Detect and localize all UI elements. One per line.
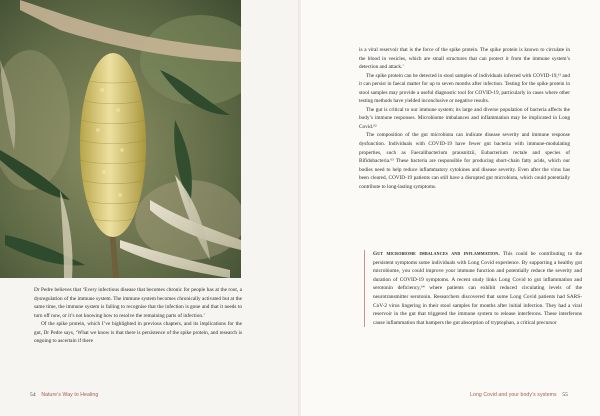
body-paragraph: is a viral reservoir that is the force of the spike protein. The spike protein is known to circulate in the blood in vesicles, which are small structures that can protect it from the immune system’s detection and attack.’ xyxy=(359,47,570,71)
body-paragraph: Dr Pedre believes that ‘Every infectious disease that becomes chronic for people has at the root, a dysregulation of the immune system. The immune system becomes chronically activated but at the same time, the immune system is failing to recognise that the infection is gone and that it needs to turn off now, or it’s not knowing how to resolve the remaining parts of infection.’ xyxy=(34,287,242,319)
sidebar-box xyxy=(364,250,582,327)
book-title: Nature’s Way to Healing xyxy=(41,392,99,398)
sidebar-text: This could be contributing to the persistent symptoms some individuals with Long Covid experience. By supporting a healthy gut microbiome, you could improve your immune function and potentially reduce the severity and duration of COVID-19 symptoms. A recent study links Long Covid to gut inflammation and serotonin deficiency,⁶⁴ where patients can exhibit reduced circulating levels of the neurotransmitter serotonin. Researchers discovered that some Long Covid patients had SARS-CoV-2 virus lingering in their stool samples for months after initial infection. They had a viral reservoir in the gut that triggered the immune system to release interferons. These interferons cause inflammation that hampers the gut absorption of tryptophan, a critical precursor xyxy=(373,251,582,326)
banksia-flower-photo xyxy=(0,0,241,278)
right-folio xyxy=(470,392,572,398)
body-paragraph: Of the spike protein, which I’ve highlighted in previous chapters, and its implications for the gut, Dr Pedre says, ‘What we know is that there is persistence of the spike protein, and research is ongoing to ascertain if there xyxy=(34,321,242,345)
body-paragraph: The composition of the gut microbiota can indicate disease severity and immune response dysfunction. Individuals with COVID-19 have fewer gut bacteria with immune-modulating properties, such as Faecalibacterium prausnitzii, Eubacterium rectale and species of Bifidobacteria.⁶³ These bacteria are responsible for producing short-chain fatty acids, which our bodies need to help reduce inflammatory cytokines and disease severity. Even after the virus has been cleared, COVID-19 patients can still have a disrupted gut microbiota, which could potentially contribute to long-lasting symptoms. xyxy=(359,132,570,190)
body-paragraph: The gut is critical to our immune system; its large and diverse population of bacteria affects the body’s immune responses. Microbiome imbalances and inflammation may be implicated in Long Covid.⁶² xyxy=(359,106,570,130)
right-body-text xyxy=(359,46,570,191)
chapter-title: Long Covid and your body’s systems xyxy=(470,392,557,398)
body-paragraph: The spike protein can be detected in stool samples of individuals infected with COVID-19,⁶¹ and it can persist in faecal matter for up to seven months after infection. Testing for the spike protein in stool samples may provide a useful diagnostic tool for COVID-19, particularly in cases where other testing methods have yielded inconclusive or negative results. xyxy=(359,72,570,105)
banksia-illustration xyxy=(0,0,241,278)
page-number: 55 xyxy=(562,392,568,398)
right-page xyxy=(301,0,600,416)
page-number: 54 xyxy=(30,392,36,398)
sidebar-heading: Gut microbiome imbalances and inflammation. xyxy=(373,251,500,257)
left-body-text xyxy=(34,286,242,346)
left-folio xyxy=(26,392,98,398)
left-page xyxy=(0,0,299,416)
sidebar-paragraph xyxy=(373,250,582,327)
